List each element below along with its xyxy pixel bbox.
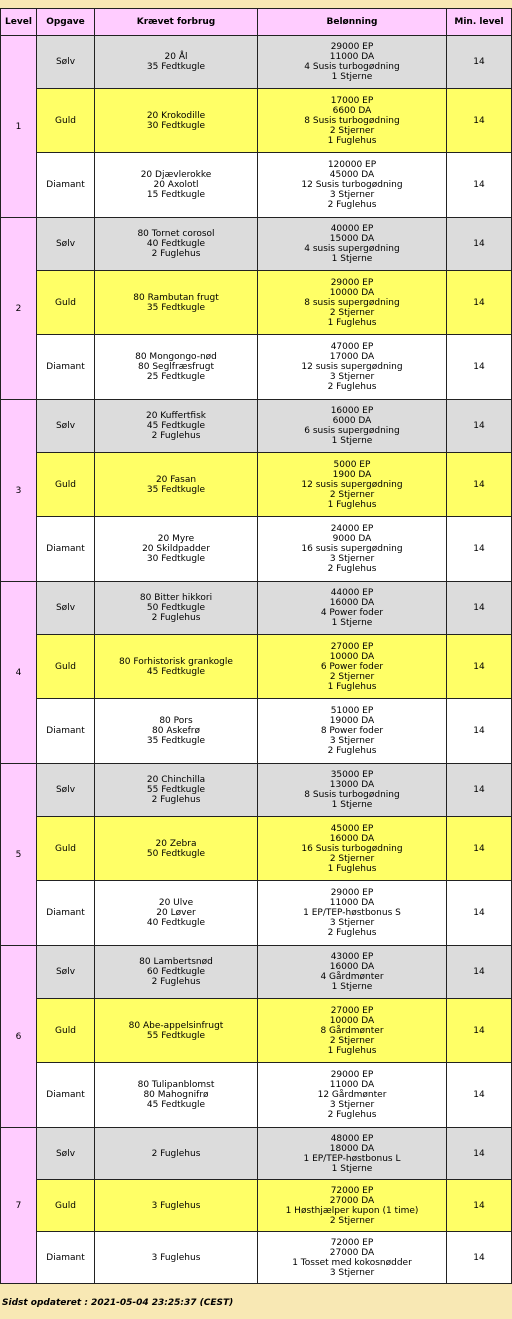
reward-item: 12 susis supergødning — [301, 362, 403, 372]
required-item: 20 Løver — [156, 908, 196, 918]
reward-items — [258, 764, 447, 817]
required-item: 20 Myre — [157, 534, 195, 544]
min-level-value: 14 — [447, 89, 512, 153]
reward-item: 2 Fuglehus — [327, 564, 377, 574]
task-name: Sølv — [37, 946, 95, 999]
table-row — [1, 517, 512, 582]
required-item: 20 Zebra — [155, 838, 197, 849]
task-name: Sølv — [37, 218, 95, 271]
reward-items — [258, 400, 447, 453]
reward-items — [258, 1128, 447, 1180]
reward-item: 9000 DA — [332, 534, 372, 544]
required-items — [95, 453, 258, 517]
reward-item: 1 Stjerne — [331, 800, 373, 810]
min-level-value: 14 — [447, 36, 512, 89]
required-item: 20 Djævlerokke — [140, 170, 212, 180]
table-row — [1, 1180, 512, 1232]
required-item: 80 Seglfræsfrugt — [138, 362, 214, 372]
reward-items — [258, 271, 447, 335]
table-row — [1, 764, 512, 817]
reward-item: 16000 EP — [330, 406, 374, 416]
reward-item: 2 Stjerner — [329, 307, 375, 318]
rewards-table — [0, 8, 512, 1284]
table-row — [1, 699, 512, 764]
required-items — [95, 36, 258, 89]
header-min-level: Min. level — [447, 9, 512, 36]
reward-item: 2 Stjerner — [329, 489, 375, 500]
reward-items — [258, 1180, 447, 1232]
header-row — [1, 9, 512, 36]
reward-item: 11000 DA — [329, 1080, 375, 1090]
reward-items — [258, 946, 447, 999]
reward-item: 120000 EP — [327, 160, 377, 170]
reward-item: 16000 DA — [329, 833, 375, 844]
reward-items — [258, 453, 447, 517]
reward-item: 1 Stjerne — [331, 982, 373, 992]
required-items — [95, 699, 258, 764]
reward-item: 1 Stjerne — [331, 1163, 373, 1174]
min-level-value: 14 — [447, 881, 512, 946]
table-row — [1, 36, 512, 89]
reward-item: 29000 EP — [330, 888, 374, 898]
reward-item: 12 susis supergødning — [301, 479, 403, 490]
reward-item: 72000 EP — [330, 1237, 374, 1248]
reward-item: 1 EP/TEP-høstbonus L — [303, 1153, 401, 1164]
reward-item: 8 Susis turbogødning — [304, 790, 400, 800]
required-items — [95, 999, 258, 1063]
reward-item: 13000 DA — [329, 780, 375, 790]
reward-item: 2 Fuglehus — [327, 382, 377, 392]
reward-item: 27000 DA — [329, 1247, 375, 1258]
reward-item: 16 Susis turbogødning — [301, 843, 403, 854]
required-items — [95, 817, 258, 881]
reward-item: 11000 DA — [329, 898, 375, 908]
reward-item: 10000 DA — [329, 651, 375, 662]
reward-item: 51000 EP — [330, 706, 374, 716]
required-item: 45 Fedtkugle — [146, 666, 206, 677]
reward-items — [258, 881, 447, 946]
task-name: Sølv — [37, 764, 95, 817]
table-row — [1, 1063, 512, 1128]
reward-item: 3 Stjerner — [329, 190, 375, 200]
reward-item: 10000 DA — [329, 1015, 375, 1026]
min-level-value: 14 — [447, 400, 512, 453]
reward-item: 6 susis supergødning — [304, 426, 400, 436]
table-row — [1, 153, 512, 218]
header-reward: Belønning — [258, 9, 447, 36]
required-item: 25 Fedtkugle — [146, 372, 206, 382]
reward-items — [258, 218, 447, 271]
min-level-value: 14 — [447, 335, 512, 400]
min-level-value: 14 — [447, 999, 512, 1063]
reward-item: 16000 DA — [329, 598, 375, 608]
min-level-value: 14 — [447, 1128, 512, 1180]
required-item: 2 Fuglehus — [151, 1148, 201, 1159]
required-items — [95, 89, 258, 153]
table-row — [1, 946, 512, 999]
required-item: 2 Fuglehus — [151, 977, 201, 987]
task-name: Guld — [37, 999, 95, 1063]
reward-item: 2 Stjerner — [329, 125, 375, 136]
reward-item: 19000 DA — [329, 716, 375, 726]
task-name: Guld — [37, 271, 95, 335]
required-item: 50 Fedtkugle — [146, 848, 206, 859]
required-items — [95, 1063, 258, 1128]
reward-item: 3 Stjerner — [329, 1267, 375, 1278]
table-row — [1, 271, 512, 335]
reward-items — [258, 635, 447, 699]
reward-item: 1 Fuglehus — [327, 681, 377, 692]
required-item: 3 Fuglehus — [151, 1200, 201, 1211]
reward-item: 24000 EP — [330, 524, 374, 534]
required-items — [95, 881, 258, 946]
reward-item: 4 susis supergødning — [304, 244, 400, 254]
task-name: Diamant — [37, 699, 95, 764]
required-items — [95, 218, 258, 271]
reward-item: 45000 EP — [330, 823, 374, 834]
required-item: 30 Fedtkugle — [146, 554, 206, 564]
table-row — [1, 635, 512, 699]
reward-items — [258, 582, 447, 635]
reward-item: 27000 EP — [330, 641, 374, 652]
reward-item: 72000 EP — [330, 1185, 374, 1196]
reward-item: 1 Tosset med kokosnødder — [292, 1257, 412, 1268]
reward-item: 29000 EP — [330, 277, 374, 288]
required-item: 35 Fedtkugle — [146, 736, 206, 746]
reward-item: 48000 EP — [330, 1133, 374, 1144]
table-row — [1, 999, 512, 1063]
reward-item: 1 Stjerne — [331, 72, 373, 82]
reward-item: 5000 EP — [333, 459, 371, 470]
reward-items — [258, 999, 447, 1063]
reward-item: 1 Stjerne — [331, 254, 373, 264]
table-row — [1, 1128, 512, 1180]
required-item: 20 Fasan — [155, 474, 197, 485]
reward-item: 2 Stjerner — [329, 671, 375, 682]
reward-items — [258, 1063, 447, 1128]
required-items — [95, 635, 258, 699]
reward-item: 2 Stjerner — [329, 1215, 375, 1226]
reward-item: 1 Fuglehus — [327, 135, 377, 146]
required-item: 80 Pors — [159, 716, 193, 726]
task-name: Sølv — [37, 1128, 95, 1180]
last-updated: Sidst opdateret : 2021-05-04 23:25:37 (CEST) — [2, 1298, 234, 1308]
task-name: Sølv — [37, 400, 95, 453]
table-row — [1, 400, 512, 453]
reward-items — [258, 1232, 447, 1284]
level-number: 3 — [1, 400, 37, 582]
required-item: 20 Ål — [164, 52, 188, 62]
task-name: Guld — [37, 817, 95, 881]
min-level-value: 14 — [447, 764, 512, 817]
required-item: 2 Fuglehus — [151, 431, 201, 441]
task-name: Diamant — [37, 881, 95, 946]
required-item: 80 Mongongo-nød — [135, 352, 217, 362]
reward-item: 4 Power foder — [320, 608, 384, 618]
level-number: 6 — [1, 946, 37, 1128]
reward-item: 6600 DA — [332, 105, 372, 116]
task-name: Guld — [37, 635, 95, 699]
task-name: Diamant — [37, 1232, 95, 1284]
reward-item: 29000 EP — [330, 1070, 374, 1080]
required-item: 20 Ulve — [158, 898, 194, 908]
required-item: 35 Fedtkugle — [146, 484, 206, 495]
reward-item: 10000 DA — [329, 287, 375, 298]
task-name: Guld — [37, 89, 95, 153]
reward-item: 17000 EP — [330, 95, 374, 106]
task-name: Diamant — [37, 517, 95, 582]
reward-item: 17000 DA — [329, 352, 375, 362]
required-item: 2 Fuglehus — [151, 613, 201, 623]
reward-item: 8 Gårdmønter — [320, 1025, 384, 1036]
min-level-value: 14 — [447, 635, 512, 699]
required-item: 80 Bitter hikkori — [139, 593, 213, 603]
required-items — [95, 946, 258, 999]
reward-item: 6 Power foder — [320, 661, 384, 672]
task-name: Sølv — [37, 36, 95, 89]
reward-items — [258, 335, 447, 400]
reward-item: 3 Stjerner — [329, 1100, 375, 1110]
reward-item: 6000 DA — [332, 416, 372, 426]
reward-item: 1 Fuglehus — [327, 499, 377, 510]
required-item: 80 Tulipanblomst — [137, 1080, 215, 1090]
reward-item: 16 susis supergødning — [301, 544, 403, 554]
reward-item: 2 Fuglehus — [327, 200, 377, 210]
required-items — [95, 1180, 258, 1232]
reward-item: 1 EP/TEP-høstbonus S — [303, 908, 401, 918]
reward-item: 18000 DA — [329, 1143, 375, 1154]
reward-item: 3 Stjerner — [329, 736, 375, 746]
min-level-value: 14 — [447, 517, 512, 582]
min-level-value: 14 — [447, 453, 512, 517]
table-row — [1, 1232, 512, 1284]
reward-item: 3 Stjerner — [329, 918, 375, 928]
required-item: 30 Fedtkugle — [146, 120, 206, 131]
reward-item: 12 Gårdmønter — [317, 1090, 387, 1100]
reward-item: 16000 DA — [329, 962, 375, 972]
table-row — [1, 218, 512, 271]
required-items — [95, 400, 258, 453]
reward-item: 35000 EP — [330, 770, 374, 780]
reward-items — [258, 36, 447, 89]
reward-item: 12 Susis turbogødning — [301, 180, 403, 190]
reward-item: 1 Stjerne — [331, 618, 373, 628]
reward-item: 3 Stjerner — [329, 554, 375, 564]
reward-items — [258, 699, 447, 764]
required-item: 35 Fedtkugle — [146, 62, 206, 72]
required-item: 20 Axolotl — [153, 180, 199, 190]
reward-item: 1 Fuglehus — [327, 1045, 377, 1056]
min-level-value: 14 — [447, 582, 512, 635]
reward-item: 8 Susis turbogødning — [304, 115, 400, 126]
table-row — [1, 89, 512, 153]
reward-item: 45000 DA — [329, 170, 375, 180]
min-level-value: 14 — [447, 271, 512, 335]
required-item: 2 Fuglehus — [151, 795, 201, 805]
table-row — [1, 335, 512, 400]
task-name: Guld — [37, 453, 95, 517]
reward-item: 1 Fuglehus — [327, 317, 377, 328]
header-level: Level — [1, 9, 37, 36]
table-row — [1, 453, 512, 517]
required-item: 45 Fedtkugle — [146, 421, 206, 431]
min-level-value: 14 — [447, 817, 512, 881]
required-items — [95, 1128, 258, 1180]
task-name: Guld — [37, 1180, 95, 1232]
reward-item: 43000 EP — [330, 952, 374, 962]
task-name: Diamant — [37, 1063, 95, 1128]
min-level-value: 14 — [447, 1063, 512, 1128]
required-item: 55 Fedtkugle — [146, 785, 206, 795]
required-item: 80 Forhistorisk grankogle — [119, 656, 233, 667]
min-level-value: 14 — [447, 153, 512, 218]
min-level-value: 14 — [447, 946, 512, 999]
reward-item: 27000 DA — [329, 1195, 375, 1206]
table-row — [1, 582, 512, 635]
required-item: 80 Askefrø — [152, 726, 200, 736]
required-item: 15 Fedtkugle — [146, 190, 206, 200]
required-item: 20 Kuffertfisk — [145, 411, 206, 421]
table-row — [1, 817, 512, 881]
reward-item: 2 Stjerner — [329, 1035, 375, 1046]
required-item: 40 Fedtkugle — [146, 239, 206, 249]
reward-item: 1 Stjerne — [331, 436, 373, 446]
required-items — [95, 582, 258, 635]
min-level-value: 14 — [447, 1232, 512, 1284]
level-number: 5 — [1, 764, 37, 946]
min-level-value: 14 — [447, 218, 512, 271]
reward-item: 4 Susis turbogødning — [304, 62, 400, 72]
reward-item: 15000 DA — [329, 234, 375, 244]
level-number: 4 — [1, 582, 37, 764]
required-items — [95, 271, 258, 335]
reward-items — [258, 89, 447, 153]
task-name: Diamant — [37, 335, 95, 400]
min-level-value: 14 — [447, 1180, 512, 1232]
required-item: 60 Fedtkugle — [146, 967, 206, 977]
reward-item: 2 Fuglehus — [327, 746, 377, 756]
reward-item: 27000 EP — [330, 1005, 374, 1016]
level-number: 1 — [1, 36, 37, 218]
reward-item: 8 Power foder — [320, 726, 384, 736]
reward-items — [258, 817, 447, 881]
reward-item: 1 Høsthjælper kupon (1 time) — [285, 1205, 419, 1216]
top-strip — [0, 0, 512, 8]
reward-item: 11000 DA — [329, 52, 375, 62]
task-name: Diamant — [37, 153, 95, 218]
required-item: 2 Fuglehus — [151, 249, 201, 259]
reward-item: 2 Stjerner — [329, 853, 375, 864]
required-item: 3 Fuglehus — [151, 1252, 201, 1263]
reward-item: 4 Gårdmønter — [320, 972, 384, 982]
reward-items — [258, 517, 447, 582]
reward-item: 1 Fuglehus — [327, 863, 377, 874]
required-items — [95, 153, 258, 218]
reward-item: 2 Fuglehus — [327, 928, 377, 938]
required-item: 50 Fedtkugle — [146, 603, 206, 613]
table-row — [1, 881, 512, 946]
required-item: 80 Lambertsnød — [139, 957, 213, 967]
required-item: 55 Fedtkugle — [146, 1030, 206, 1041]
min-level-value: 14 — [447, 699, 512, 764]
reward-item: 44000 EP — [330, 588, 374, 598]
required-item: 80 Mahognifrø — [143, 1090, 209, 1100]
reward-item: 3 Stjerner — [329, 372, 375, 382]
reward-items — [258, 153, 447, 218]
task-name: Sølv — [37, 582, 95, 635]
required-item: 80 Abe-appelsinfrugt — [128, 1020, 224, 1031]
level-number: 2 — [1, 218, 37, 400]
header-task: Opgave — [37, 9, 95, 36]
required-items — [95, 335, 258, 400]
required-items — [95, 517, 258, 582]
reward-item: 8 susis supergødning — [304, 297, 400, 308]
required-items — [95, 764, 258, 817]
required-item: 20 Chinchilla — [146, 775, 206, 785]
reward-item: 47000 EP — [330, 342, 374, 352]
reward-item: 2 Fuglehus — [327, 1110, 377, 1120]
reward-item: 40000 EP — [330, 224, 374, 234]
required-item: 20 Skildpadder — [142, 544, 210, 554]
level-number: 7 — [1, 1128, 37, 1284]
required-item: 45 Fedtkugle — [146, 1100, 206, 1110]
required-item: 80 Rambutan frugt — [133, 292, 219, 303]
required-item: 40 Fedtkugle — [146, 918, 206, 928]
required-items — [95, 1232, 258, 1284]
required-item: 20 Krokodille — [146, 110, 206, 121]
header-required: Krævet forbrug — [95, 9, 258, 36]
reward-item: 1900 DA — [332, 469, 372, 480]
table-body — [1, 36, 512, 1284]
reward-item: 29000 EP — [330, 42, 374, 52]
required-item: 80 Tornet corosol — [137, 229, 215, 239]
required-item: 35 Fedtkugle — [146, 302, 206, 313]
